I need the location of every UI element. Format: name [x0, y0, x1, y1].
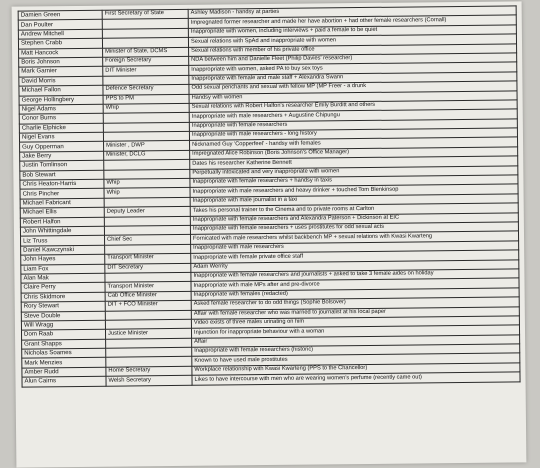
role-cell: First Secretary of State	[102, 9, 188, 19]
name-cell: Jake Berry	[20, 151, 104, 161]
role-cell: Whip	[104, 188, 190, 198]
role-cell: Minister, DCLG	[104, 150, 190, 160]
role-cell: Minister of State, DCMS	[103, 47, 189, 57]
name-cell: Andrew Mitchell	[18, 29, 102, 39]
document-page	[12, 1, 527, 467]
note-cell: Sexual relations with Robert Halfon's researcher Emily Burditt and others	[189, 100, 517, 113]
note-cell: Ashley Madison - handsy at parties	[188, 6, 516, 19]
name-cell: Boris Johnson	[19, 57, 103, 67]
name-cell: Steve Double	[21, 311, 105, 321]
allegations-table	[18, 5, 521, 387]
name-cell: Liz Truss	[21, 236, 105, 246]
role-cell: PPS to PM	[103, 94, 189, 104]
name-cell: Michael Ellis	[20, 207, 104, 217]
name-cell: Rory Stewart	[21, 301, 105, 311]
name-cell: Bob Stewart	[20, 170, 104, 180]
name-cell: John Hayes	[21, 254, 105, 264]
name-cell: Mark Garnier	[19, 67, 103, 77]
role-cell: Chief Sec	[105, 235, 191, 245]
note-cell: Inappropriate with male researchers - long history	[189, 128, 517, 141]
note-cell: Inappropriate with women, asked PA to buy sex toys	[189, 62, 517, 75]
name-cell: Amber Rudd	[22, 367, 106, 377]
name-cell: George Hollingbery	[19, 95, 103, 105]
role-cell: DIT Minister	[103, 66, 189, 76]
note-cell: Adam Werrity	[191, 259, 519, 272]
name-cell: Chris Heaton-Harris	[20, 179, 104, 189]
note-cell: Nicknamed Guy 'Copperfeel' - handsy with females	[190, 137, 518, 150]
note-cell: Dates his researcher Katherine Bennett	[190, 156, 518, 169]
note-cell: Inappropriate with male researchers + Augustine Chipungu	[189, 109, 517, 122]
role-cell: DIT Secretary	[105, 263, 191, 273]
name-cell: Dom Raab	[21, 329, 105, 339]
note-cell: Inappropriate with male journalist in a taxi	[190, 194, 518, 207]
name-cell: Nigel Adams	[19, 104, 103, 114]
note-cell: Inappropriate with female researchers (historic)	[192, 344, 520, 357]
name-cell: Daniel Kawczynski	[21, 245, 105, 255]
note-cell: Video exists of three males urinating on him	[191, 316, 519, 329]
name-cell: Robert Halfon	[20, 217, 104, 227]
role-cell: Defence Secretary	[103, 84, 189, 94]
name-cell: Dan Poulter	[18, 20, 102, 30]
note-cell: Inappropriate with females (redacted)	[191, 288, 519, 301]
role-cell: Cab Office Minister	[105, 291, 191, 301]
note-cell: Known to have used male prostitutes	[192, 353, 520, 366]
name-cell: Nicholas Soames	[22, 348, 106, 358]
note-cell: Inappropriate with female and male staff + Alexandra Swann	[189, 72, 517, 85]
name-cell: Claire Perry	[21, 283, 105, 293]
name-cell: David Morris	[19, 76, 103, 86]
note-cell: Affair	[192, 335, 520, 348]
note-cell: Inappropriate with female researchers + uses prostitutes for odd sexual acts	[190, 222, 518, 235]
role-cell: Welsh Secretary	[106, 376, 192, 386]
name-cell: Michael Fallon	[19, 85, 103, 95]
name-cell: Matt Hancock	[19, 48, 103, 58]
note-cell: Impregnated former researcher and made her have abortion + had other female researchers (Cornall)	[188, 15, 516, 28]
note-cell: Inappropriate with female researchers + handsy in taxis	[190, 175, 518, 188]
table-body	[18, 6, 520, 387]
name-cell: Will Wragg	[21, 320, 105, 330]
name-cell: Stephen Crabb	[18, 38, 102, 48]
note-cell: Inappropriate with female private office staff	[191, 250, 519, 263]
role-cell: Justice Minister	[105, 329, 191, 339]
role-cell: Whip	[103, 103, 189, 113]
role-cell: Whip	[104, 178, 190, 188]
name-cell: Chris Pincher	[20, 189, 104, 199]
note-cell: Takes his personal trainer to the Cinema and to private rooms at Carlton	[190, 203, 518, 216]
note-cell: Odd sexual penchants and sexual with fellow MP (MP Freer - a drunk	[189, 81, 517, 94]
note-cell: Fornicated with male researchers whilst backbench MP + sexual relations with Kwasi Kwarteng	[190, 231, 518, 244]
name-cell: Alan Mak	[21, 273, 105, 283]
note-cell: Inappropriate with female researchers and journalists + asked to take 3 female aides on holiday	[191, 269, 519, 282]
note-cell: Inappropriate with male researchers and heavy drinker + touched Tom Blenkinsop	[190, 184, 518, 197]
note-cell: Inappropriate with male researchers	[191, 241, 519, 254]
name-cell: Nigel Evans	[19, 132, 103, 142]
role-cell: Foreign Secretary	[103, 56, 189, 66]
note-cell: Sexual relations with SpAd and inappropriate with women	[188, 34, 516, 47]
note-cell: Workplace relationship with Kwasi Kwarteng (PPS to the Chancellor)	[192, 363, 520, 376]
note-cell: Inappropriate with female researchers	[189, 119, 517, 132]
note-cell: NDA between him and Danielle Fleet (Philip Davies' researcher)	[189, 53, 517, 66]
name-cell: Grant Shapps	[22, 339, 106, 349]
role-cell: Deputy Leader	[104, 207, 190, 217]
name-cell: Conor Burns	[19, 114, 103, 124]
note-cell: Impregnated Alice Robinson (Boris Johnson's Office Manager)	[190, 147, 518, 160]
name-cell: Charlie Elphicke	[19, 123, 103, 133]
note-cell: Asked female researcher to do odd things (Sophie Bolsover)	[191, 297, 519, 310]
note-cell: Affair with female researcher who was married to journalist at his local paper	[191, 306, 519, 319]
note-cell: Likes to have intercourse with men who are wearing women's perfume (recently came out)	[192, 372, 520, 385]
role-cell: Home Secretary	[106, 366, 192, 376]
note-cell: Inappropriate with female researchers and Alexandra Paterson + Dickinson at EIC	[190, 212, 518, 225]
role-cell: DIT + FCO Minister	[105, 300, 191, 310]
note-cell: Inappropriate with male MPs after and pre-divorce	[191, 278, 519, 291]
name-cell: John Whittingdale	[20, 226, 104, 236]
role-cell: Transport Minister	[105, 253, 191, 263]
name-cell: Chris Skidmore	[21, 292, 105, 302]
role-cell: Minister , DWP	[104, 141, 190, 151]
note-cell: Handsy with women	[189, 90, 517, 103]
name-cell: Mark Menzies	[22, 358, 106, 368]
name-cell: Liam Fox	[21, 264, 105, 274]
name-cell: Guy Opperman	[20, 142, 104, 152]
note-cell: Inappropriate with women, including interviews + paid a female to be quiet	[188, 25, 516, 38]
note-cell: Injunction for inappropriate behaviour with a woman	[191, 325, 519, 338]
name-cell: Michael Fabricant	[20, 198, 104, 208]
note-cell: Perpetually intoxicated and very inappropriate with women	[190, 166, 518, 179]
name-cell: Damien Green	[18, 10, 102, 20]
name-cell: Alun Cairns	[22, 376, 106, 386]
role-cell: Transport Minister	[105, 282, 191, 292]
name-cell: Justin Tomlinson	[20, 160, 104, 170]
note-cell: Sexual relations with member of his private office	[189, 43, 517, 56]
